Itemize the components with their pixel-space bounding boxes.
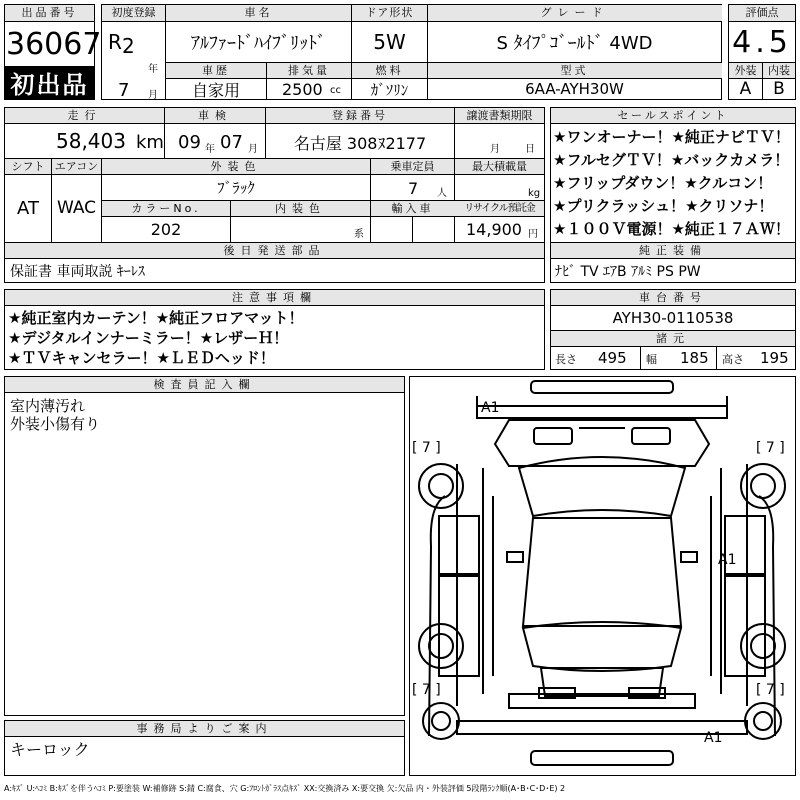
score-label: 評価点 [729, 5, 795, 21]
era: R [108, 30, 122, 54]
legend: A:ｷｽﾞ U:ﾍｺﾐ B:ｷｽﾞを伴うﾍｺﾐ P:要塗装 W:補修跡 S:錆 C:腐食、穴 G:ﾌﾛﾝﾄｶﾞﾗｽ点ｷｽﾞ XX:交換済み X:要交換 欠:欠品 内・外装評価 5段階ﾗﾝｸ順(A･B･C･D･E) 2 [4, 783, 566, 793]
height-label: 高さ [722, 353, 744, 366]
int-grade-label: 内装 [763, 63, 795, 78]
grade: S ﾀｲﾌﾟｺﾞｰﾙﾄﾞ 4WD [496, 33, 653, 54]
tire-depth-rear-left: [ 7 ] [412, 682, 441, 698]
recycle-label: リサイクル預託金 [455, 201, 544, 216]
height: 195 [760, 349, 789, 367]
damage-mark-front: A1 [481, 400, 500, 416]
plate-label: 登録番号 [266, 108, 454, 123]
int-color-label: 内装色 [231, 201, 370, 216]
displacement: 2500 [282, 79, 323, 99]
inspector-line: 室内薄汚れ [10, 396, 86, 415]
equipment-label: 純正装備 [551, 243, 795, 258]
int-grade: B [773, 79, 785, 99]
later-parts-label: 後日発送部品 [5, 243, 544, 258]
transfer-day: 日 [525, 143, 535, 155]
sales-point-line: ★１００Ｖ電源！★純正１７ＡＷ！ [553, 219, 790, 238]
width-label: 幅 [646, 353, 657, 366]
door-type: 5W [373, 30, 406, 54]
length-label: 長さ [555, 353, 577, 366]
note-line: ★ＴＶキャンセラー！★ＬＥＤヘッド！ [8, 348, 275, 367]
first-reg-label: 初度登録 [102, 5, 165, 21]
dims-label: 諸元 [551, 331, 795, 346]
mileage-unit: km [136, 131, 164, 153]
max-load-label: 最大積載量 [455, 159, 544, 174]
shift: AT [17, 197, 39, 219]
recycle-fee: 14,900 [466, 219, 522, 239]
model-label: 型式 [428, 63, 721, 78]
air-conditioner: WAC [56, 198, 97, 218]
lot-label: 出品番号 [5, 5, 94, 21]
mileage: 58,403 [56, 129, 126, 153]
inspector-label: 検査員記入欄 [5, 377, 404, 392]
ac-label: エアコン [52, 159, 101, 174]
yen-unit: 円 [528, 228, 538, 240]
sales-point-line: ★プリクラッシュ！★クリソナ！ [553, 196, 774, 215]
inspector-line: 外装小傷有り [10, 414, 101, 433]
plate: 名古屋 308ﾇ2177 [293, 133, 427, 153]
damage-mark-rear: A1 [704, 730, 723, 746]
transfer-label: 譲渡書類期限 [455, 108, 544, 123]
fuel: ｶﾞｿﾘﾝ [370, 80, 409, 99]
insp-month: 07 [220, 131, 243, 153]
office-text: キーロック [10, 739, 90, 759]
model: 6AA-AYH30W [525, 80, 624, 98]
fuel-label: 燃料 [352, 63, 427, 78]
reg-month-unit: 月 [148, 89, 158, 101]
insp-year: 09 [178, 131, 201, 153]
tire-depth-front-left: [ 7 ] [412, 440, 441, 456]
chassis-label: 車台番号 [551, 290, 795, 305]
width: 185 [680, 349, 709, 367]
car-name-label: 車名 [166, 5, 351, 21]
length: 495 [598, 349, 627, 367]
car-name: ｱﾙﾌｧｰﾄﾞﾊｲﾌﾞﾘｯﾄﾞ [191, 33, 326, 54]
sales-points-label: セールスポイント [551, 108, 795, 123]
ext-grade-label: 外装 [729, 63, 762, 78]
transfer-month: 月 [490, 143, 500, 155]
reg-year: 2 [122, 34, 135, 58]
color-no: 202 [150, 219, 182, 239]
tire-depth-front-right: [ 7 ] [756, 440, 785, 456]
lot-number: 36067 [6, 26, 102, 62]
history: 自家用 [191, 80, 240, 100]
capacity-unit: 人 [437, 187, 447, 199]
tire-depth-rear-right: [ 7 ] [756, 682, 785, 698]
capacity-label: 乗車定員 [371, 159, 454, 174]
kg-unit: kg [528, 187, 541, 199]
int-color-unit: 系 [354, 228, 364, 240]
insp-month-unit: 月 [248, 143, 258, 155]
office-label: 事務局よりご案内 [5, 721, 404, 736]
import-label: 輸入車 [371, 201, 454, 216]
inspection-label: 車検 [165, 108, 265, 123]
insp-year-unit: 年 [205, 143, 215, 155]
equipment: ﾅﾋﾞ TV ｴｱB ｱﾙﾐ PS PW [555, 264, 701, 280]
history-label: 車歴 [166, 63, 266, 78]
sales-point-line: ★フルセグＴＶ！★バックカメラ！ [553, 150, 790, 169]
later-parts: 保証書 車両取説 ｷｰﾚｽ [10, 264, 145, 280]
note-line: ★純正室内カーテン！★純正フロアマット！ [8, 308, 304, 327]
ext-grade: A [739, 79, 752, 99]
shift-label: シフト [5, 159, 51, 174]
displacement-label: 排気量 [267, 63, 351, 78]
cc-unit: cc [330, 84, 341, 96]
sales-point-line: ★フリップダウン！★クルコン！ [553, 173, 773, 192]
damage-mark-right: A1 [718, 552, 737, 568]
color-no-label: カラーNo. [102, 201, 230, 216]
chassis-number: AYH30-0110538 [612, 309, 734, 327]
capacity: 7 [408, 178, 419, 198]
score: 4.5 [732, 24, 792, 60]
ext-color: ﾌﾞﾗｯｸ [217, 178, 255, 197]
reg-year-unit: 年 [148, 63, 158, 75]
ext-color-label: 外装色 [102, 159, 370, 174]
door-label: ドア形状 [352, 5, 427, 21]
mileage-label: 走行 [5, 108, 164, 123]
sales-point-line: ★ワンオーナー！★純正ナビＴＶ！ [553, 127, 790, 146]
reg-month: 7 [118, 79, 130, 101]
car-diagram [409, 376, 796, 776]
notes-label: 注意事項欄 [5, 290, 544, 305]
note-line: ★デジタルインナーミラー！★レザーＨ！ [8, 328, 289, 347]
first-listing-badge: 初出品 [5, 66, 94, 99]
grade-label: グレード [428, 5, 721, 21]
